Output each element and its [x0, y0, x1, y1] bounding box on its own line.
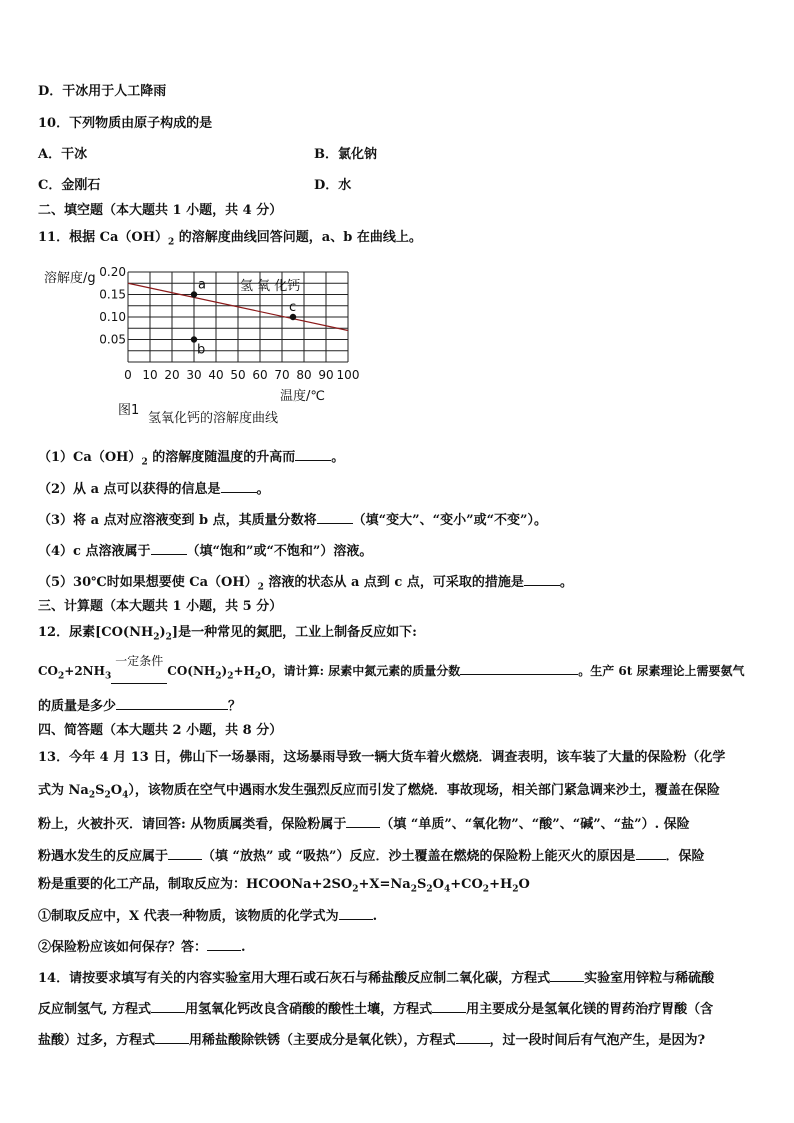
- x-tick-label: 20: [164, 368, 180, 382]
- q13-sub2: ②保险粉应该如何保存？答： .: [38, 940, 246, 955]
- answer-blank[interactable]: [155, 1031, 189, 1044]
- x-tick-label: 0: [124, 368, 132, 382]
- x-tick-label: 80: [296, 368, 312, 382]
- point-label-a: a: [198, 277, 206, 293]
- q13-line2: 式为 $Na_2S_2O_4$），该物质在空气中遇雨水发生强烈反应而引发了燃烧．事故现场，相关部门紧急调来沙土，覆盖在保险: [38, 783, 720, 801]
- y-tick-label: 0.15: [99, 287, 126, 302]
- q10-option-c: C．金刚石: [38, 178, 101, 193]
- section-2-heading: 二、填空题（本大题共 1 小题，共 4 分）: [38, 203, 283, 218]
- x-tick-label: 100: [336, 368, 360, 382]
- q10-option-a: A．干冰: [38, 147, 88, 162]
- chart-curve-label: 氢 氧 化钙: [240, 279, 301, 294]
- answer-blank[interactable]: [460, 662, 578, 675]
- section-3-heading: 三、计算题（本大题共 1 小题，共 5 分）: [38, 599, 283, 614]
- x-tick-label: 50: [230, 368, 246, 382]
- q10-stem: 10．下列物质由原子构成的是: [38, 116, 213, 131]
- q10-option-b: B．氯化钠: [314, 147, 377, 162]
- chart-figure-label: 图1: [118, 403, 140, 418]
- x-tick-label: 70: [274, 368, 290, 382]
- answer-blank[interactable]: [151, 1000, 185, 1013]
- q13-sub1: ①制取反应中，X 代表一种物质，该物质的化学式为 .: [38, 909, 378, 924]
- q10-option-d: D．水: [314, 178, 352, 193]
- q14-line2: 反应制氢气, 方程式 用氢氧化钙改良含硝酸的酸性土壤，方程式 用主要成分是氢氧化镁的胃药治疗胃酸（含: [38, 1002, 714, 1017]
- answer-blank[interactable]: [550, 969, 584, 982]
- q14-line1: 14．请按要求填写有关的内容实验室用大理石或石灰石与稀盐酸反应制二氧化碳，方程式 实验室用锌粒与稀硫酸: [38, 971, 715, 986]
- q14-line3: 盐酸）过多，方程式 用稀盐酸除铁锈（主要成分是氧化铁），方程式 ，过一段时间后有气泡产生，是因为?: [38, 1033, 706, 1048]
- answer-blank[interactable]: [339, 907, 373, 920]
- q11-sub2: （2）从 a 点可以获得的信息是 。: [38, 482, 270, 497]
- q11-sub5: （5）30℃时如果想要使 $Ca(OH)_2$ 溶液的状态从 a 点到 c 点，可采取的措施是 。: [38, 575, 573, 593]
- chart-grid: [128, 272, 348, 362]
- reaction-condition: 一定条件: [115, 654, 164, 669]
- x-tick-label: 10: [142, 368, 158, 382]
- chart-ticks: [99, 265, 359, 382]
- answer-blank[interactable]: [207, 938, 241, 951]
- answer-blank[interactable]: [317, 511, 353, 524]
- q13-line1: 13．今年 4 月 13 日，佛山下一场暴雨，这场暴雨导致一辆大货车着火燃烧．调查表明，该车装了大量的保险粉（化学: [38, 750, 726, 765]
- x-tick-label: 90: [318, 368, 334, 382]
- q11-sub1: $(1)Ca(OH)_2$ 的溶解度随温度的升高而 。: [38, 450, 345, 468]
- point-label-c: c: [289, 300, 297, 315]
- x-tick-label: 40: [208, 368, 224, 382]
- point-a: [191, 291, 197, 297]
- solubility-chart: [40, 262, 380, 432]
- answer-blank[interactable]: [636, 847, 666, 860]
- q11-sub4: （4）c 点溶液属于 （填“饱和”或“不饱和”）溶液。: [38, 544, 373, 559]
- q9-option-d: D．干冰用于人工降雨: [38, 84, 167, 99]
- answer-blank[interactable]: [524, 573, 560, 586]
- answer-blank[interactable]: [346, 815, 380, 828]
- answer-blank[interactable]: [432, 1000, 466, 1013]
- x-tick-label: 60: [252, 368, 268, 382]
- answer-blank[interactable]: [456, 1031, 490, 1044]
- section-4-heading: 四、简答题（本大题共 2 小题，共 8 分）: [38, 723, 283, 738]
- answer-blank[interactable]: [151, 542, 187, 555]
- answer-blank[interactable]: [295, 448, 331, 461]
- y-tick-label: 0.05: [99, 332, 126, 347]
- y-tick-label: 0.10: [99, 310, 126, 324]
- q13-line5: 粉是重要的化工产品，制取反应为：$HCOONa+2SO_2+X=Na_2S_2O_4+CO_2+H_2O$: [38, 877, 530, 895]
- x-tick-label: 30: [186, 368, 202, 382]
- answer-blank[interactable]: [168, 847, 202, 860]
- q12-equation: $CO_2+2NH_3$ 一定条件 $CO(NH_2)_2+H_2O$，请计算: 尿素中氮元素的质量分数 。生产 6t 尿素理论上需要氨气: [38, 662, 744, 684]
- q11-sub3: （3）将 a 点对应溶液变到 b 点，其质量分数将 （填“变大”、“变小”或“不变”）。: [38, 513, 548, 528]
- q13-line4: 粉遇水发生的反应属于 （填 “放热” 或 “吸热”）反应．沙土覆盖在燃烧的保险粉上能灭火的原因是 ．保险: [38, 849, 705, 864]
- point-label-b: b: [197, 342, 206, 358]
- q11-stem: 11．根据 $Ca(OH)_2$ 的溶解度曲线回答问题，a、b 在曲线上。: [38, 230, 422, 248]
- y-tick-label: 0.20: [99, 265, 126, 279]
- q12-stem: 12．尿素$[CO(NH_2)_2]$是一种常见的氮肥，工业上制备反应如下:: [38, 625, 417, 643]
- q12-line2: 的质量是多少 ？: [38, 699, 242, 714]
- q13-line3: 粉上，火被扑灭．请回答: 从物质属类看，保险粉属于 （填 “单质”、“氧化物”、“酸”、“碱”、“盐”）. 保险: [38, 817, 690, 832]
- chart-xlabel: 温度/℃: [280, 389, 325, 404]
- answer-blank[interactable]: [221, 480, 257, 493]
- chart-ylabel: 溶解度/g: [44, 271, 96, 286]
- answer-blank[interactable]: [116, 697, 228, 710]
- chart-caption: 氢氧化钙的溶解度曲线: [148, 411, 279, 426]
